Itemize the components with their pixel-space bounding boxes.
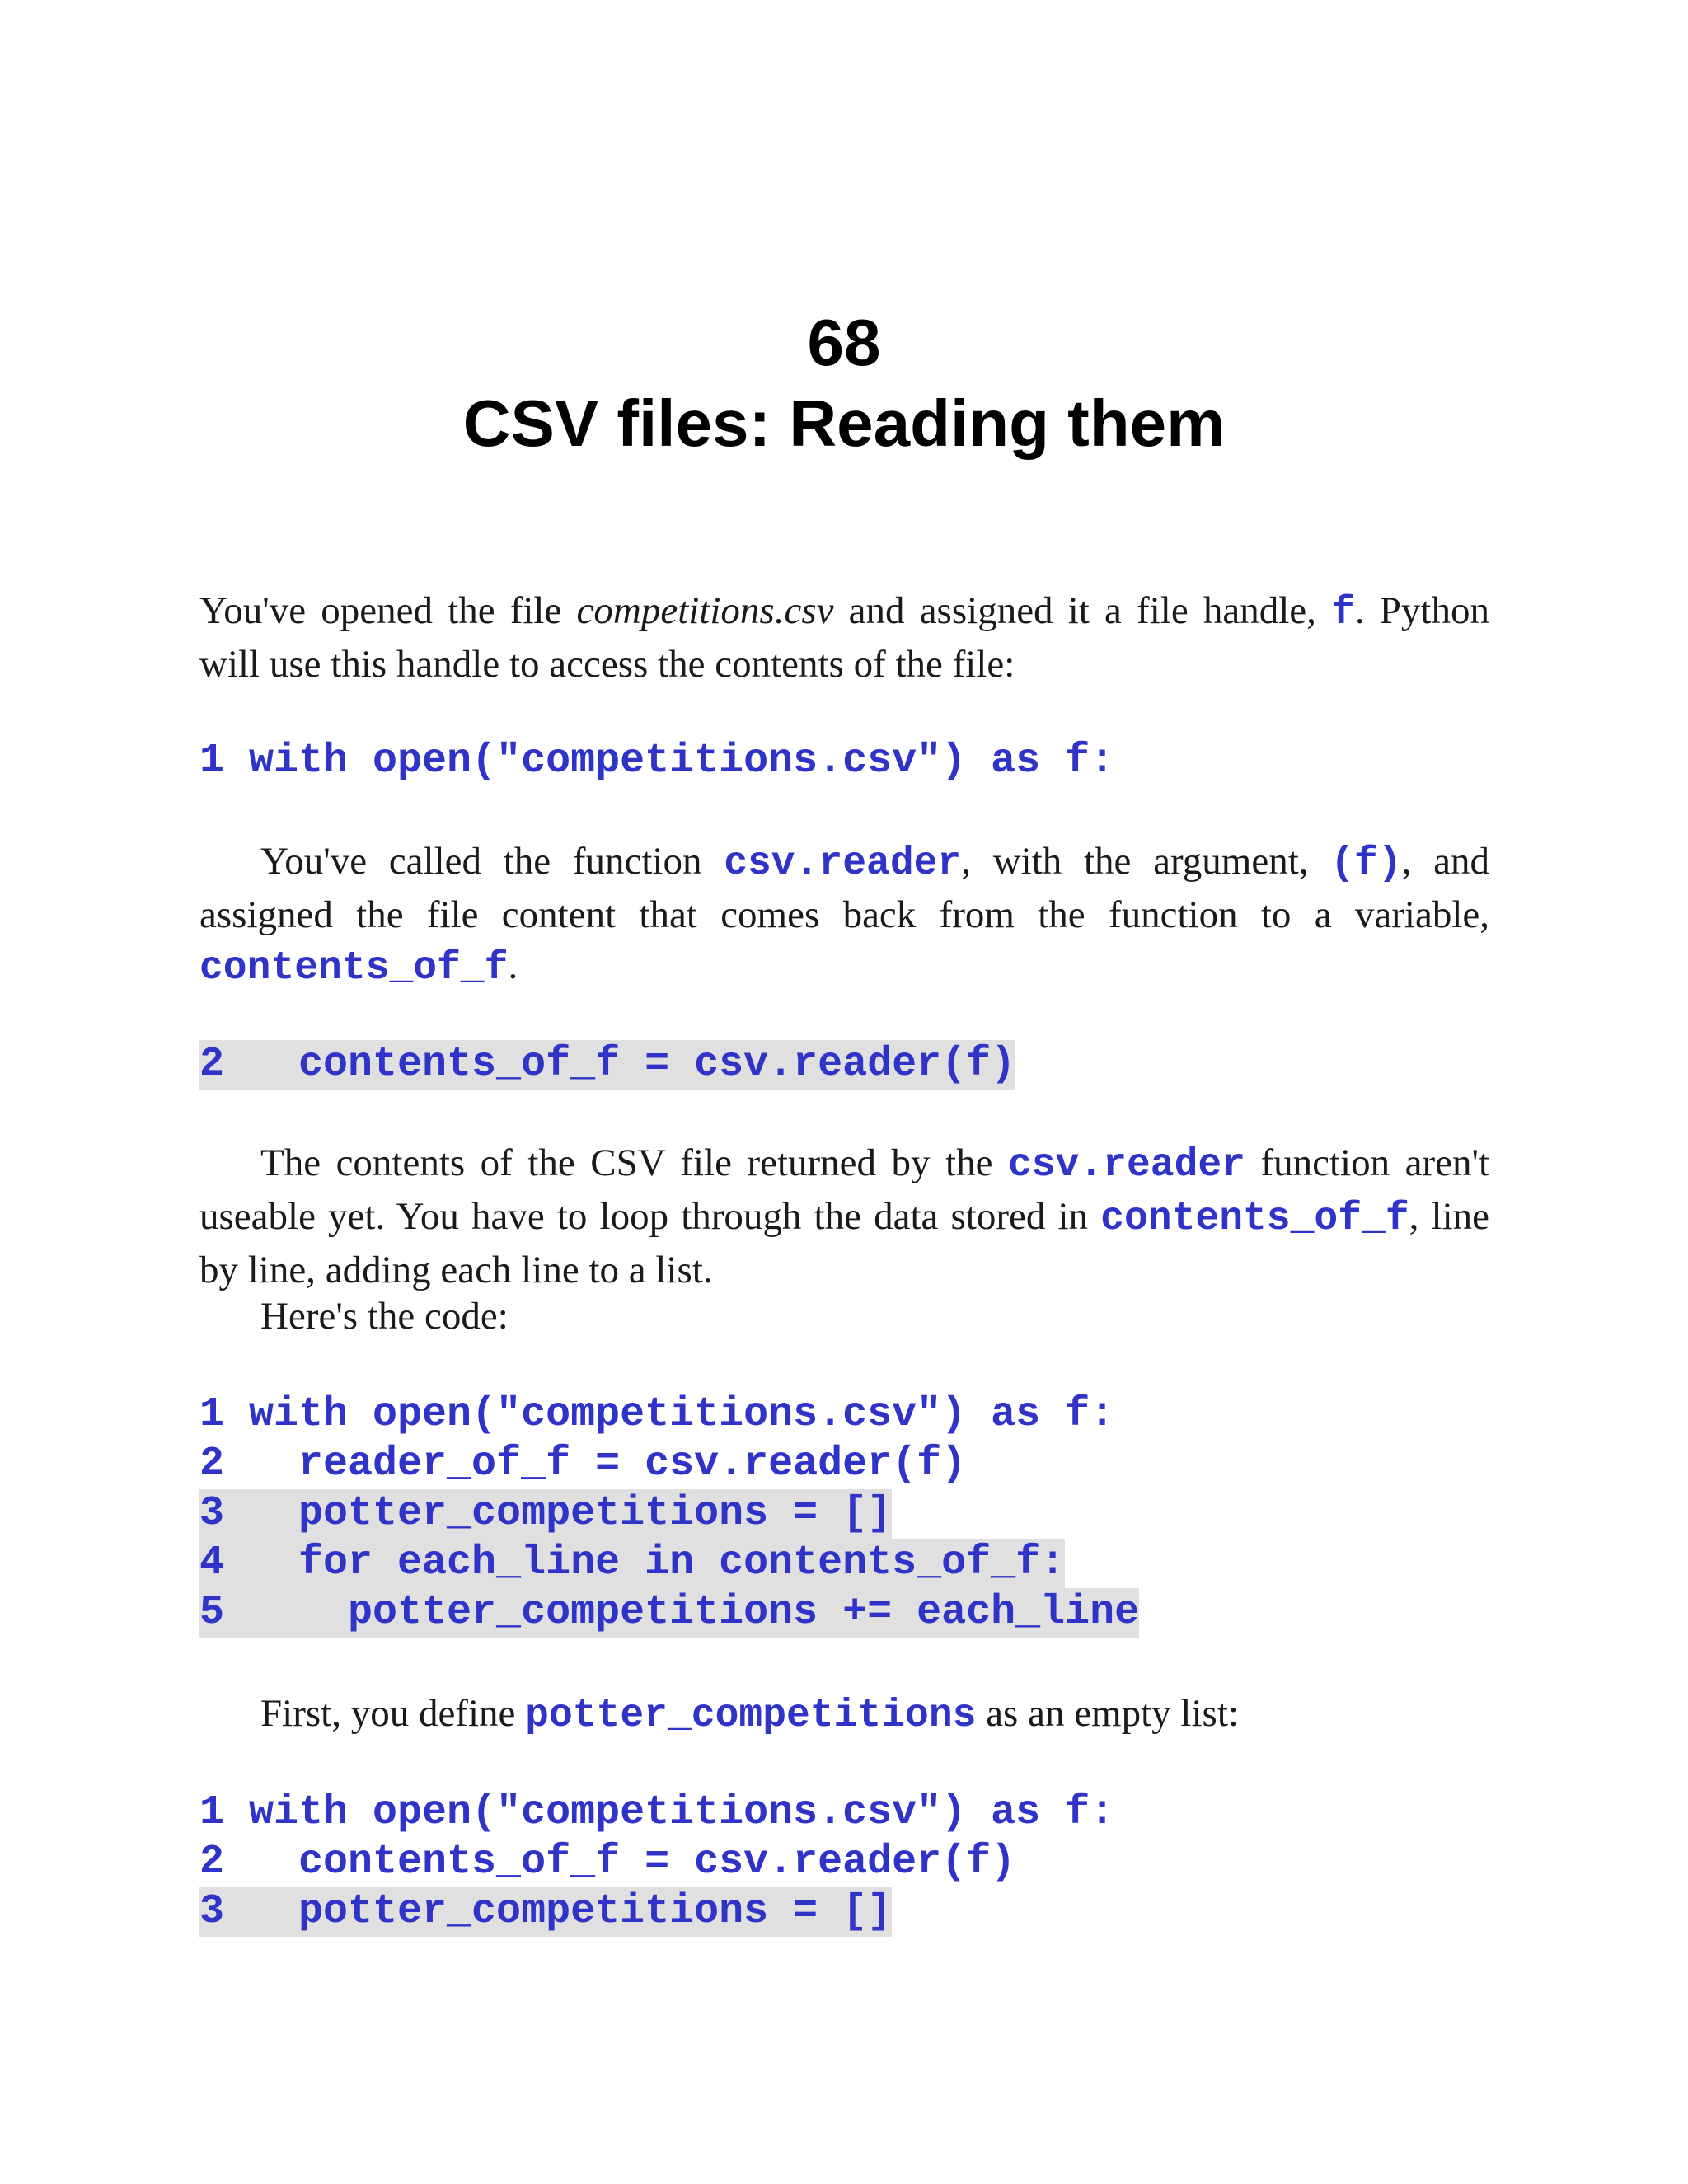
code-line <box>199 1887 1114 1937</box>
code-line <box>199 1838 1114 1887</box>
filename-italic: competitions.csv <box>576 589 834 632</box>
code-line-text: 2 reader_of_f = csv.reader(f) <box>199 1441 967 1488</box>
code-line-text: 3 potter_competitions = [] <box>199 1888 893 1935</box>
text-run: You've called the function <box>260 840 724 883</box>
code-line-text: 3 potter_competitions = [] <box>199 1490 893 1537</box>
code-block-4 <box>199 1788 1114 1937</box>
code-line <box>199 1539 1139 1588</box>
text-run: , line by line, adding each line to a list. <box>199 1195 1489 1291</box>
paragraph-heres-code <box>199 1291 1489 1342</box>
inline-code: f <box>1331 591 1355 635</box>
text-run: , with the argument, <box>961 840 1331 883</box>
text-run: You've opened the file <box>199 589 577 632</box>
text-run: . <box>508 944 518 987</box>
code-line-text: 2 contents_of_f = csv.reader(f) <box>199 1041 1016 1088</box>
code-line <box>199 1390 1139 1440</box>
code-line-text: 2 contents_of_f = csv.reader(f) <box>199 1839 1016 1886</box>
text-run: function aren't useable yet. You have to loop through the data stored in <box>199 1141 1490 1238</box>
code-line-text: 4 for each_line in contents_of_f: <box>199 1540 1066 1586</box>
paragraph-define-list <box>199 1688 1489 1741</box>
text-run: The contents of the CSV file returned by the <box>260 1141 1008 1184</box>
text-run: and assigned it a file handle, <box>833 589 1332 632</box>
code-block-3 <box>199 1390 1139 1638</box>
inline-code: (f) <box>1330 841 1402 886</box>
paragraph-intro <box>199 585 1489 690</box>
code-block-1 <box>199 737 1114 786</box>
paragraph-csv-reader <box>199 836 1489 994</box>
inline-code: csv.reader <box>724 841 962 886</box>
text-run: Here's the code: <box>260 1295 509 1338</box>
code-line <box>199 1440 1139 1489</box>
chapter-number: 68 <box>807 306 881 379</box>
code-line <box>199 1040 1015 1090</box>
paragraph-loop <box>199 1137 1489 1296</box>
code-line <box>199 1588 1139 1638</box>
inline-code: potter_competitions <box>525 1694 977 1738</box>
code-line-text: 1 with open("competitions.csv") as f: <box>199 1789 1115 1836</box>
chapter-title: CSV files: Reading them <box>462 387 1226 460</box>
text-run: . Python will use this handle to access the contents of the file: <box>199 589 1489 686</box>
text-run: as an empty list: <box>976 1692 1239 1735</box>
inline-code: contents_of_f <box>199 946 509 991</box>
inline-code: csv.reader <box>1007 1143 1245 1188</box>
code-line-text: 1 with open("competitions.csv") as f: <box>199 1391 1115 1438</box>
code-line <box>199 737 1114 786</box>
code-line-text: 5 potter_competitions += each_line <box>199 1589 1140 1636</box>
code-line <box>199 1489 1139 1539</box>
inline-code: contents_of_f <box>1100 1197 1409 1241</box>
code-block-2 <box>199 1040 1015 1090</box>
text-run: , and assigned the file content that comes back from the function to a variable, <box>199 840 1489 936</box>
text-run: First, you define <box>260 1692 526 1735</box>
code-line-text: 1 with open("competitions.csv") as f: <box>199 738 1115 785</box>
code-line <box>199 1788 1114 1838</box>
